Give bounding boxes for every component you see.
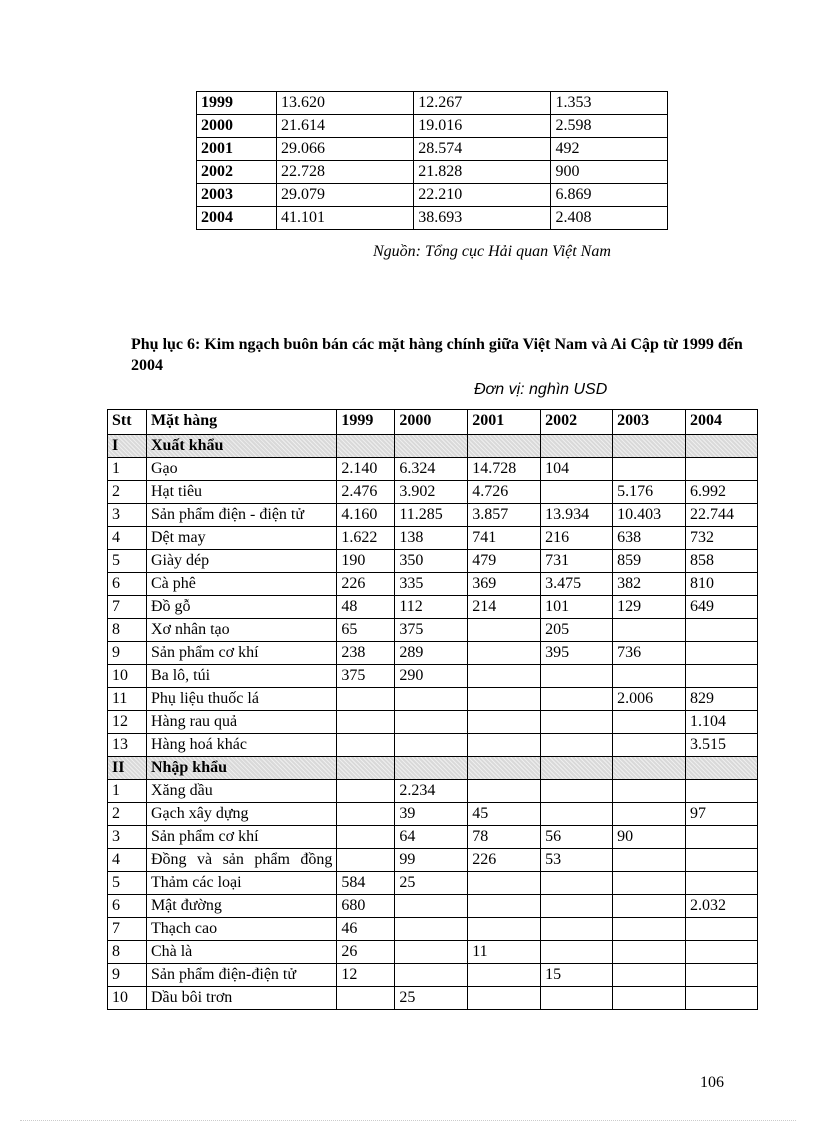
value-cell: 3.475 xyxy=(541,573,613,596)
commodity-trade-table xyxy=(107,409,758,1010)
value-cell: 6.992 xyxy=(686,481,758,504)
table-header-row xyxy=(108,410,758,435)
item-name-cell: Sản phẩm điện-điện tử xyxy=(146,964,336,987)
value-cell xyxy=(468,780,541,803)
value-cell: 29.079 xyxy=(277,184,414,207)
stt-cell: 6 xyxy=(108,895,147,918)
value-cell: 741 xyxy=(468,527,541,550)
value-cell: 2.408 xyxy=(551,207,668,230)
table-row xyxy=(197,207,668,230)
year-cell: 2002 xyxy=(197,161,277,184)
item-name-cell: Phụ liệu thuốc lá xyxy=(146,688,336,711)
table-row xyxy=(197,115,668,138)
value-cell: 680 xyxy=(337,895,395,918)
stt-cell: 2 xyxy=(108,481,147,504)
value-cell: 10.403 xyxy=(613,504,686,527)
column-header: 2004 xyxy=(686,410,758,435)
value-cell: 21.614 xyxy=(277,115,414,138)
value-cell: 290 xyxy=(395,665,468,688)
value-cell xyxy=(686,826,758,849)
value-cell xyxy=(468,711,541,734)
stt-cell: 10 xyxy=(108,665,147,688)
appendix-title: Phụ lục 6: Kim ngạch buôn bán các mặt hàng chính giữa Việt Nam và Ai Cập từ 1999 đến 2004 xyxy=(131,336,743,374)
value-cell: 28.574 xyxy=(414,138,551,161)
value-cell: 22.728 xyxy=(277,161,414,184)
table-row xyxy=(108,803,758,826)
value-cell: 238 xyxy=(337,642,395,665)
value-cell: 11 xyxy=(468,941,541,964)
item-name-cell: Đồng và sản phẩm đồng xyxy=(146,849,336,872)
value-cell xyxy=(541,757,613,780)
value-cell: 584 xyxy=(337,872,395,895)
table-row xyxy=(197,161,668,184)
value-cell xyxy=(613,458,686,481)
stt-cell: II xyxy=(108,757,147,780)
value-cell xyxy=(468,757,541,780)
table-row xyxy=(108,550,758,573)
column-header: 2000 xyxy=(395,410,468,435)
value-cell xyxy=(395,895,468,918)
value-cell xyxy=(613,987,686,1010)
item-name-cell: Nhập khẩu xyxy=(146,757,336,780)
value-cell: 214 xyxy=(468,596,541,619)
value-cell xyxy=(468,435,541,458)
value-cell: 2.140 xyxy=(337,458,395,481)
stt-cell: 8 xyxy=(108,619,147,642)
table-row xyxy=(197,138,668,161)
value-cell xyxy=(613,964,686,987)
value-cell: 104 xyxy=(541,458,613,481)
stt-cell: 7 xyxy=(108,918,147,941)
value-cell: 129 xyxy=(613,596,686,619)
value-cell xyxy=(468,918,541,941)
value-cell: 2.234 xyxy=(395,780,468,803)
item-name-cell: Thạch cao xyxy=(146,918,336,941)
page-bottom-rule xyxy=(20,1120,796,1121)
table-row xyxy=(108,642,758,665)
value-cell: 492 xyxy=(551,138,668,161)
item-name-cell: Hạt tiêu xyxy=(146,481,336,504)
value-cell: 2.598 xyxy=(551,115,668,138)
table-row xyxy=(108,596,758,619)
value-cell xyxy=(686,458,758,481)
item-name-cell: Xăng dầu xyxy=(146,780,336,803)
item-name-cell: Sản phẩm điện - điện tử xyxy=(146,504,336,527)
value-cell xyxy=(337,711,395,734)
value-cell xyxy=(395,757,468,780)
value-cell: 350 xyxy=(395,550,468,573)
stt-cell: 9 xyxy=(108,964,147,987)
column-header: 1999 xyxy=(337,410,395,435)
value-cell: 112 xyxy=(395,596,468,619)
value-cell xyxy=(541,435,613,458)
value-cell xyxy=(395,435,468,458)
item-name-cell: Xơ nhân tạo xyxy=(146,619,336,642)
stt-cell: 1 xyxy=(108,780,147,803)
item-name-cell: Xuất khẩu xyxy=(146,435,336,458)
value-cell: 11.285 xyxy=(395,504,468,527)
value-cell: 48 xyxy=(337,596,395,619)
table-row xyxy=(108,826,758,849)
value-cell xyxy=(686,435,758,458)
value-cell xyxy=(468,665,541,688)
item-name-cell: Sản phẩm cơ khí xyxy=(146,826,336,849)
value-cell xyxy=(541,918,613,941)
value-cell: 90 xyxy=(613,826,686,849)
value-cell: 21.828 xyxy=(414,161,551,184)
item-name-cell: Hàng hoá khác xyxy=(146,734,336,757)
stt-cell: 4 xyxy=(108,849,147,872)
value-cell xyxy=(613,619,686,642)
value-cell: 99 xyxy=(395,849,468,872)
table-row xyxy=(108,619,758,642)
item-name-cell: Ba lô, túi xyxy=(146,665,336,688)
value-cell: 15 xyxy=(541,964,613,987)
value-cell xyxy=(613,734,686,757)
value-cell: 6.324 xyxy=(395,458,468,481)
value-cell: 2.032 xyxy=(686,895,758,918)
value-cell xyxy=(468,964,541,987)
value-cell xyxy=(613,711,686,734)
value-cell xyxy=(395,964,468,987)
unit-note: Đơn vị: nghìn USD xyxy=(474,381,608,398)
value-cell: 395 xyxy=(541,642,613,665)
year-cell: 2001 xyxy=(197,138,277,161)
table-row xyxy=(108,780,758,803)
item-name-cell: Hàng rau quả xyxy=(146,711,336,734)
value-cell xyxy=(686,780,758,803)
value-cell: 1.622 xyxy=(337,527,395,550)
value-cell: 900 xyxy=(551,161,668,184)
item-name-cell: Dệt may xyxy=(146,527,336,550)
value-cell: 138 xyxy=(395,527,468,550)
stt-cell: 8 xyxy=(108,941,147,964)
value-cell: 4.726 xyxy=(468,481,541,504)
value-cell xyxy=(468,619,541,642)
value-cell: 3.857 xyxy=(468,504,541,527)
value-cell xyxy=(613,803,686,826)
value-cell: 19.016 xyxy=(414,115,551,138)
table-row xyxy=(108,895,758,918)
value-cell xyxy=(613,665,686,688)
value-cell xyxy=(337,435,395,458)
value-cell: 289 xyxy=(395,642,468,665)
value-cell: 5.176 xyxy=(613,481,686,504)
table-row xyxy=(108,711,758,734)
stt-cell: 7 xyxy=(108,596,147,619)
value-cell xyxy=(395,941,468,964)
section-row xyxy=(108,757,758,780)
value-cell xyxy=(541,872,613,895)
value-cell xyxy=(395,918,468,941)
item-name-cell: Giày dép xyxy=(146,550,336,573)
table-row xyxy=(108,481,758,504)
value-cell xyxy=(686,872,758,895)
value-cell: 3.902 xyxy=(395,481,468,504)
value-cell: 101 xyxy=(541,596,613,619)
value-cell: 39 xyxy=(395,803,468,826)
value-cell: 78 xyxy=(468,826,541,849)
stt-cell: 11 xyxy=(108,688,147,711)
value-cell: 205 xyxy=(541,619,613,642)
item-name-cell: Sản phẩm cơ khí xyxy=(146,642,336,665)
table-row xyxy=(108,734,758,757)
value-cell xyxy=(468,987,541,1010)
value-cell xyxy=(337,849,395,872)
table-row xyxy=(108,504,758,527)
value-cell xyxy=(541,734,613,757)
table-row xyxy=(108,665,758,688)
value-cell xyxy=(395,734,468,757)
value-cell xyxy=(613,872,686,895)
value-cell: 2.476 xyxy=(337,481,395,504)
stt-cell: 1 xyxy=(108,458,147,481)
value-cell: 216 xyxy=(541,527,613,550)
value-cell: 375 xyxy=(395,619,468,642)
table-row xyxy=(108,987,758,1010)
stt-cell: 13 xyxy=(108,734,147,757)
value-cell xyxy=(686,665,758,688)
page-number: 106 xyxy=(700,1074,724,1091)
stt-cell: 5 xyxy=(108,872,147,895)
stt-cell: 4 xyxy=(108,527,147,550)
value-cell: 736 xyxy=(613,642,686,665)
value-cell: 226 xyxy=(337,573,395,596)
value-cell xyxy=(337,780,395,803)
stt-cell: 10 xyxy=(108,987,147,1010)
value-cell xyxy=(541,780,613,803)
value-cell xyxy=(395,711,468,734)
value-cell: 731 xyxy=(541,550,613,573)
value-cell: 375 xyxy=(337,665,395,688)
value-cell xyxy=(337,734,395,757)
value-cell: 12.267 xyxy=(414,92,551,115)
stt-cell: 6 xyxy=(108,573,147,596)
value-cell xyxy=(395,688,468,711)
value-cell xyxy=(686,918,758,941)
value-cell xyxy=(468,688,541,711)
value-cell: 12 xyxy=(337,964,395,987)
value-cell: 46 xyxy=(337,918,395,941)
source-note: Nguồn: Tổng cục Hải quan Việt Nam xyxy=(373,243,611,260)
table-row xyxy=(108,918,758,941)
value-cell: 97 xyxy=(686,803,758,826)
column-header: 2003 xyxy=(613,410,686,435)
value-cell: 22.744 xyxy=(686,504,758,527)
value-cell xyxy=(541,711,613,734)
value-cell xyxy=(541,688,613,711)
value-cell: 1.104 xyxy=(686,711,758,734)
item-name-cell: Mật đường xyxy=(146,895,336,918)
value-cell: 810 xyxy=(686,573,758,596)
value-cell xyxy=(541,895,613,918)
stt-cell: 9 xyxy=(108,642,147,665)
table-row xyxy=(108,527,758,550)
value-cell: 859 xyxy=(613,550,686,573)
column-header: 2002 xyxy=(541,410,613,435)
stt-cell: 3 xyxy=(108,826,147,849)
year-cell: 1999 xyxy=(197,92,277,115)
value-cell xyxy=(337,826,395,849)
value-cell: 25 xyxy=(395,987,468,1010)
value-cell: 2.006 xyxy=(613,688,686,711)
value-cell xyxy=(613,757,686,780)
table-row xyxy=(108,964,758,987)
value-cell: 732 xyxy=(686,527,758,550)
value-cell: 26 xyxy=(337,941,395,964)
value-cell: 22.210 xyxy=(414,184,551,207)
table-row xyxy=(108,849,758,872)
stt-cell: 2 xyxy=(108,803,147,826)
item-name-cell: Chà là xyxy=(146,941,336,964)
table-row xyxy=(108,688,758,711)
table-row xyxy=(197,92,668,115)
value-cell xyxy=(613,895,686,918)
value-cell xyxy=(337,987,395,1010)
stt-cell: 5 xyxy=(108,550,147,573)
value-cell: 41.101 xyxy=(277,207,414,230)
value-cell xyxy=(337,757,395,780)
value-cell xyxy=(541,481,613,504)
yearly-trade-table xyxy=(196,91,668,230)
year-cell: 2000 xyxy=(197,115,277,138)
table-row xyxy=(108,458,758,481)
value-cell: 1.353 xyxy=(551,92,668,115)
value-cell: 29.066 xyxy=(277,138,414,161)
column-header: Stt xyxy=(108,410,147,435)
value-cell: 13.620 xyxy=(277,92,414,115)
value-cell xyxy=(686,757,758,780)
value-cell: 45 xyxy=(468,803,541,826)
value-cell xyxy=(686,964,758,987)
value-cell xyxy=(686,642,758,665)
column-header: Mặt hàng xyxy=(146,410,336,435)
table-row xyxy=(108,573,758,596)
item-name-cell: Đồ gỗ xyxy=(146,596,336,619)
value-cell xyxy=(468,734,541,757)
value-cell xyxy=(613,435,686,458)
value-cell: 38.693 xyxy=(414,207,551,230)
value-cell: 226 xyxy=(468,849,541,872)
value-cell xyxy=(541,987,613,1010)
value-cell xyxy=(468,642,541,665)
value-cell: 638 xyxy=(613,527,686,550)
value-cell xyxy=(468,895,541,918)
table-row xyxy=(197,184,668,207)
item-name-cell: Gạch xây dựng xyxy=(146,803,336,826)
value-cell xyxy=(686,941,758,964)
section-row xyxy=(108,435,758,458)
value-cell xyxy=(686,619,758,642)
item-name-cell: Thảm các loại xyxy=(146,872,336,895)
value-cell: 64 xyxy=(395,826,468,849)
value-cell: 369 xyxy=(468,573,541,596)
value-cell xyxy=(613,941,686,964)
stt-cell: 3 xyxy=(108,504,147,527)
value-cell: 382 xyxy=(613,573,686,596)
value-cell xyxy=(468,872,541,895)
table-row xyxy=(108,872,758,895)
value-cell: 6.869 xyxy=(551,184,668,207)
value-cell xyxy=(337,688,395,711)
year-cell: 2003 xyxy=(197,184,277,207)
item-name-cell: Cà phê xyxy=(146,573,336,596)
value-cell: 190 xyxy=(337,550,395,573)
year-cell: 2004 xyxy=(197,207,277,230)
value-cell xyxy=(337,803,395,826)
value-cell: 479 xyxy=(468,550,541,573)
table-row xyxy=(108,941,758,964)
value-cell xyxy=(541,665,613,688)
value-cell: 829 xyxy=(686,688,758,711)
value-cell: 53 xyxy=(541,849,613,872)
value-cell: 65 xyxy=(337,619,395,642)
value-cell xyxy=(541,803,613,826)
value-cell: 649 xyxy=(686,596,758,619)
value-cell: 858 xyxy=(686,550,758,573)
value-cell: 14.728 xyxy=(468,458,541,481)
value-cell xyxy=(686,849,758,872)
stt-cell: I xyxy=(108,435,147,458)
value-cell xyxy=(686,987,758,1010)
item-name-cell: Gạo xyxy=(146,458,336,481)
value-cell: 13.934 xyxy=(541,504,613,527)
column-header: 2001 xyxy=(468,410,541,435)
value-cell xyxy=(541,941,613,964)
value-cell: 3.515 xyxy=(686,734,758,757)
value-cell xyxy=(613,780,686,803)
item-name-cell: Dầu bôi trơn xyxy=(146,987,336,1010)
value-cell: 4.160 xyxy=(337,504,395,527)
value-cell: 56 xyxy=(541,826,613,849)
value-cell: 25 xyxy=(395,872,468,895)
value-cell: 335 xyxy=(395,573,468,596)
value-cell xyxy=(613,918,686,941)
stt-cell: 12 xyxy=(108,711,147,734)
value-cell xyxy=(613,849,686,872)
